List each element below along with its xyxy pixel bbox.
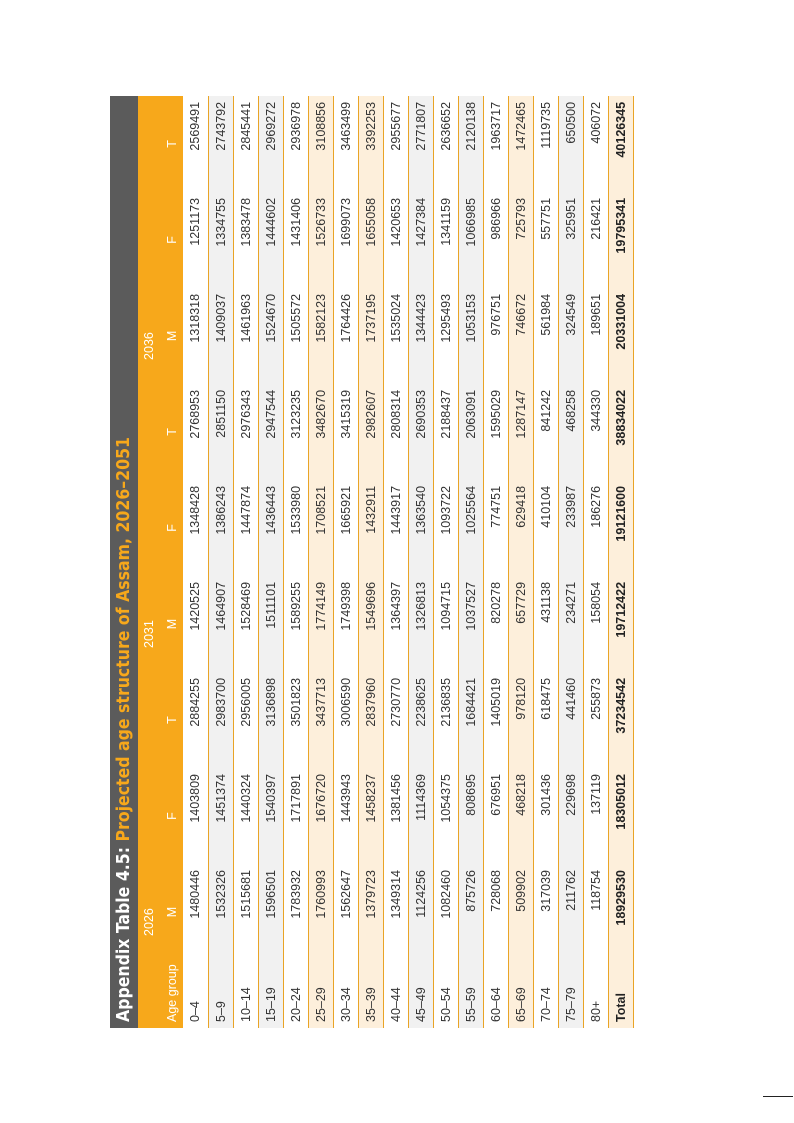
- table-row: [408, 96, 433, 1028]
- value-cell: 118754: [583, 864, 608, 960]
- value-cell: 468258: [558, 384, 583, 480]
- value-cell: 1431406: [283, 192, 308, 288]
- table-title-highlight: Projected age structure of Assam, 2026–2051: [114, 437, 134, 842]
- value-cell: 1533980: [283, 480, 308, 576]
- value-cell: 1511101: [258, 576, 283, 672]
- value-cell: 1082460: [433, 864, 458, 960]
- value-cell: 976751: [483, 288, 508, 384]
- table-row: [208, 96, 233, 1028]
- value-cell: 1699073: [333, 192, 358, 288]
- value-cell: 1595029: [483, 384, 508, 480]
- value-cell: 1655058: [358, 192, 383, 288]
- value-cell: 216421: [583, 192, 608, 288]
- value-cell: 37234542: [608, 672, 633, 768]
- value-cell: 1432911: [358, 480, 383, 576]
- age-group-cell: 55–59: [458, 960, 483, 1028]
- value-cell: 1381456: [383, 768, 408, 864]
- table-row: [533, 96, 558, 1028]
- header-empty-cell: [138, 960, 160, 1028]
- value-cell: 1054375: [433, 768, 458, 864]
- value-cell: 1447874: [233, 480, 258, 576]
- value-cell: 211762: [558, 864, 583, 960]
- value-cell: 1596501: [258, 864, 283, 960]
- value-cell: 189651: [583, 288, 608, 384]
- value-cell: 557751: [533, 192, 558, 288]
- value-cell: 1535024: [383, 288, 408, 384]
- value-cell: 301436: [533, 768, 558, 864]
- value-cell: 1326813: [408, 576, 433, 672]
- age-group-cell: 0–4: [183, 960, 208, 1028]
- value-cell: 1774149: [308, 576, 333, 672]
- value-cell: 2808314: [383, 384, 408, 480]
- value-cell: 509902: [508, 864, 533, 960]
- value-cell: 233987: [558, 480, 583, 576]
- value-cell: 1665921: [333, 480, 358, 576]
- table-title: [110, 96, 138, 1028]
- age-group-cell: Total: [608, 960, 633, 1028]
- value-cell: 2983700: [208, 672, 233, 768]
- value-cell: 2936978: [283, 96, 308, 192]
- sub-header-t-2026: T: [160, 672, 183, 768]
- age-group-cell: 40–44: [383, 960, 408, 1028]
- age-group-cell: 50–54: [433, 960, 458, 1028]
- value-cell: 1364397: [383, 576, 408, 672]
- table-row: [308, 96, 333, 1028]
- value-cell: 20331004: [608, 288, 633, 384]
- value-cell: 1737195: [358, 288, 383, 384]
- value-cell: 1341159: [433, 192, 458, 288]
- year-header-2036: 2036: [138, 96, 160, 384]
- value-cell: 1119735: [533, 96, 558, 192]
- value-cell: 2982607: [358, 384, 383, 480]
- value-cell: 1458237: [358, 768, 383, 864]
- value-cell: 1251173: [183, 192, 208, 288]
- year-header-2026: 2026: [138, 672, 160, 960]
- value-cell: 2947544: [258, 384, 283, 480]
- value-cell: 344330: [583, 384, 608, 480]
- value-cell: 3123235: [283, 384, 308, 480]
- age-group-cell: 30–34: [333, 960, 358, 1028]
- value-cell: 1480446: [183, 864, 208, 960]
- sub-header-m-2031: M: [160, 576, 183, 672]
- value-cell: 2851150: [208, 384, 233, 480]
- value-cell: 158054: [583, 576, 608, 672]
- value-cell: 1383478: [233, 192, 258, 288]
- value-cell: 1409037: [208, 288, 233, 384]
- value-cell: 1420525: [183, 576, 208, 672]
- sub-header-t-2036: T: [160, 96, 183, 192]
- page-footer-rule: [763, 1096, 793, 1097]
- value-cell: 1528469: [233, 576, 258, 672]
- value-cell: 3136898: [258, 672, 283, 768]
- value-cell: 1037527: [458, 576, 483, 672]
- value-cell: 728068: [483, 864, 508, 960]
- value-cell: 1349314: [383, 864, 408, 960]
- value-cell: 2690353: [408, 384, 433, 480]
- value-cell: 2845441: [233, 96, 258, 192]
- value-cell: 38834022: [608, 384, 633, 480]
- value-cell: 1461963: [233, 288, 258, 384]
- value-cell: 18929530: [608, 864, 633, 960]
- value-cell: 1318318: [183, 288, 208, 384]
- value-cell: 431138: [533, 576, 558, 672]
- value-cell: 1405019: [483, 672, 508, 768]
- value-cell: 2956005: [233, 672, 258, 768]
- value-cell: 3108856: [308, 96, 333, 192]
- value-cell: 2569491: [183, 96, 208, 192]
- age-group-cell: 45–49: [408, 960, 433, 1028]
- value-cell: 657729: [508, 576, 533, 672]
- value-cell: 19121600: [608, 480, 633, 576]
- table-title-prefix: Appendix Table 4.5:: [114, 841, 134, 1022]
- value-cell: 650500: [558, 96, 583, 192]
- value-cell: 2238625: [408, 672, 433, 768]
- table-row: [183, 96, 208, 1028]
- age-group-cell: 65–69: [508, 960, 533, 1028]
- value-cell: 2837960: [358, 672, 383, 768]
- value-cell: 746672: [508, 288, 533, 384]
- age-group-cell: 60–64: [483, 960, 508, 1028]
- age-group-cell: 15–19: [258, 960, 283, 1028]
- value-cell: 234271: [558, 576, 583, 672]
- table-row: [258, 96, 283, 1028]
- value-cell: 2188437: [433, 384, 458, 480]
- value-cell: 2969272: [258, 96, 283, 192]
- value-cell: 137119: [583, 768, 608, 864]
- value-cell: 3482670: [308, 384, 333, 480]
- age-group-cell: 80+: [583, 960, 608, 1028]
- value-cell: 410104: [533, 480, 558, 576]
- value-cell: 441460: [558, 672, 583, 768]
- value-cell: 2063091: [458, 384, 483, 480]
- table-row: [433, 96, 458, 1028]
- value-cell: 1717891: [283, 768, 308, 864]
- value-cell: 1287147: [508, 384, 533, 480]
- value-cell: 1334755: [208, 192, 233, 288]
- value-cell: 2136835: [433, 672, 458, 768]
- value-cell: 808695: [458, 768, 483, 864]
- value-cell: 2976343: [233, 384, 258, 480]
- value-cell: 1676720: [308, 768, 333, 864]
- value-cell: 317039: [533, 864, 558, 960]
- value-cell: 19712422: [608, 576, 633, 672]
- value-cell: 229698: [558, 768, 583, 864]
- value-cell: 841242: [533, 384, 558, 480]
- value-cell: 19795341: [608, 192, 633, 288]
- age-group-cell: 10–14: [233, 960, 258, 1028]
- value-cell: 1053153: [458, 288, 483, 384]
- value-cell: 1386243: [208, 480, 233, 576]
- value-cell: 40126345: [608, 96, 633, 192]
- value-cell: 1444602: [258, 192, 283, 288]
- value-cell: 1464907: [208, 576, 233, 672]
- value-cell: 1708521: [308, 480, 333, 576]
- table-body: [183, 96, 633, 1028]
- value-cell: 1344423: [408, 288, 433, 384]
- value-cell: 1025564: [458, 480, 483, 576]
- value-cell: 2771807: [408, 96, 433, 192]
- value-cell: 1443943: [333, 768, 358, 864]
- value-cell: 1094715: [433, 576, 458, 672]
- age-group-cell: 20–24: [283, 960, 308, 1028]
- sub-header-f-2031: F: [160, 480, 183, 576]
- value-cell: 629418: [508, 480, 533, 576]
- value-cell: 986966: [483, 192, 508, 288]
- value-cell: 1443917: [383, 480, 408, 576]
- value-cell: 618475: [533, 672, 558, 768]
- value-cell: 3437713: [308, 672, 333, 768]
- value-cell: 1540397: [258, 768, 283, 864]
- table-row: [508, 96, 533, 1028]
- age-group-cell: 35–39: [358, 960, 383, 1028]
- total-row: [608, 96, 633, 1028]
- value-cell: 1472465: [508, 96, 533, 192]
- age-group-header: Age group: [160, 960, 183, 1028]
- age-group-cell: 75–79: [558, 960, 583, 1028]
- value-cell: 1348428: [183, 480, 208, 576]
- value-cell: 3415319: [333, 384, 358, 480]
- rotated-table-container: [110, 96, 638, 1028]
- value-cell: 2955677: [383, 96, 408, 192]
- table-row: [383, 96, 408, 1028]
- value-cell: 820278: [483, 576, 508, 672]
- value-cell: 1363540: [408, 480, 433, 576]
- value-cell: 1526733: [308, 192, 333, 288]
- table-row: [458, 96, 483, 1028]
- value-cell: 1505572: [283, 288, 308, 384]
- value-cell: 406072: [583, 96, 608, 192]
- table-row: [233, 96, 258, 1028]
- value-cell: 1589255: [283, 576, 308, 672]
- value-cell: 1515681: [233, 864, 258, 960]
- value-cell: 3463499: [333, 96, 358, 192]
- value-cell: 2884255: [183, 672, 208, 768]
- value-cell: 1764426: [333, 288, 358, 384]
- value-cell: 3006590: [333, 672, 358, 768]
- value-cell: 3392253: [358, 96, 383, 192]
- value-cell: 2730770: [383, 672, 408, 768]
- value-cell: 325951: [558, 192, 583, 288]
- value-cell: 468218: [508, 768, 533, 864]
- sub-header-m-2036: M: [160, 288, 183, 384]
- value-cell: 1420653: [383, 192, 408, 288]
- value-cell: 1436443: [258, 480, 283, 576]
- table-row: [483, 96, 508, 1028]
- value-cell: 2768953: [183, 384, 208, 480]
- sub-header-f-2026: F: [160, 768, 183, 864]
- sub-header-t-2031: T: [160, 384, 183, 480]
- value-cell: 1403809: [183, 768, 208, 864]
- value-cell: 1524670: [258, 288, 283, 384]
- value-cell: 561984: [533, 288, 558, 384]
- value-cell: 1582123: [308, 288, 333, 384]
- value-cell: 1093722: [433, 480, 458, 576]
- value-cell: 2743792: [208, 96, 233, 192]
- value-cell: 1379723: [358, 864, 383, 960]
- value-cell: 2636652: [433, 96, 458, 192]
- value-cell: 324549: [558, 288, 583, 384]
- sub-header-f-2036: F: [160, 192, 183, 288]
- year-header-2031: 2031: [138, 384, 160, 672]
- value-cell: 1760993: [308, 864, 333, 960]
- age-group-cell: 5–9: [208, 960, 233, 1028]
- value-cell: 1427384: [408, 192, 433, 288]
- value-cell: 676951: [483, 768, 508, 864]
- value-cell: 1562647: [333, 864, 358, 960]
- table-row: [358, 96, 383, 1028]
- table-row: [333, 96, 358, 1028]
- value-cell: 978120: [508, 672, 533, 768]
- age-group-cell: 25–29: [308, 960, 333, 1028]
- age-structure-table: [138, 96, 634, 1028]
- value-cell: 1066985: [458, 192, 483, 288]
- value-cell: 1749398: [333, 576, 358, 672]
- value-cell: 2120138: [458, 96, 483, 192]
- value-cell: 3501823: [283, 672, 308, 768]
- value-cell: 1684421: [458, 672, 483, 768]
- value-cell: 18305012: [608, 768, 633, 864]
- value-cell: 725793: [508, 192, 533, 288]
- value-cell: 255873: [583, 672, 608, 768]
- value-cell: 1783932: [283, 864, 308, 960]
- value-cell: 186276: [583, 480, 608, 576]
- table-row: [558, 96, 583, 1028]
- sub-header-m-2026: M: [160, 864, 183, 960]
- value-cell: 875726: [458, 864, 483, 960]
- value-cell: 1295493: [433, 288, 458, 384]
- value-cell: 1451374: [208, 768, 233, 864]
- table-row: [283, 96, 308, 1028]
- value-cell: 1549696: [358, 576, 383, 672]
- table-row: [583, 96, 608, 1028]
- value-cell: 774751: [483, 480, 508, 576]
- value-cell: 1963717: [483, 96, 508, 192]
- value-cell: 1440324: [233, 768, 258, 864]
- value-cell: 1114369: [408, 768, 433, 864]
- value-cell: 1532326: [208, 864, 233, 960]
- age-group-cell: 70–74: [533, 960, 558, 1028]
- value-cell: 1124256: [408, 864, 433, 960]
